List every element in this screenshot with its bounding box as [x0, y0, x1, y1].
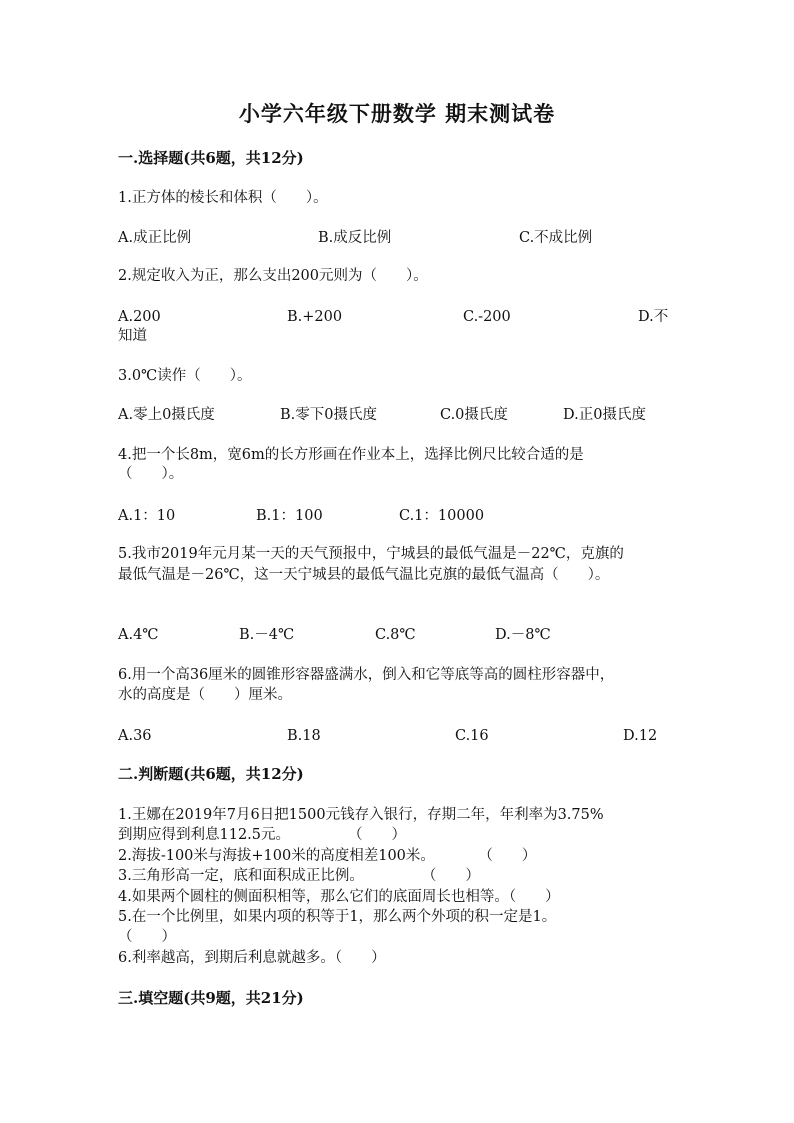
- question-stem-cont: （ ）。: [118, 466, 184, 482]
- option: C.0摄氏度: [440, 407, 508, 423]
- option: A.1：10: [118, 508, 176, 524]
- question-stem: 2.规定收入为正，那么支出200元则为（ ）。: [118, 268, 428, 284]
- option: B.－4℃: [239, 627, 295, 643]
- option: C.1：10000: [399, 508, 485, 524]
- question-stem: 1.正方体的棱长和体积（ ）。: [118, 190, 328, 206]
- judgement-line: 到期应得到利息112.5元。 （ ）: [118, 827, 407, 843]
- question-stem: 3.0℃读作（ ）。: [118, 368, 252, 384]
- option: B.18: [287, 728, 321, 744]
- option: B.成反比例: [318, 230, 392, 246]
- option: B.1：100: [256, 508, 323, 524]
- judgement-line: （ ）: [118, 929, 176, 945]
- option: B.+200: [287, 309, 343, 325]
- option: C.16: [455, 728, 489, 744]
- option: A.36: [118, 728, 152, 744]
- judgement-line: 6.利率越高，到期后利息就越多。（ ）: [118, 950, 386, 966]
- option: A.零上0摄氏度: [118, 407, 215, 423]
- option: C.8℃: [375, 627, 416, 643]
- section-heading-judgement: 二.判断题(共6题，共12分): [118, 765, 304, 783]
- option: A.4℃: [118, 627, 159, 643]
- question-stem-cont: 水的高度是（ ）厘米。: [118, 687, 292, 703]
- option: D.正0摄氏度: [563, 407, 646, 423]
- judgement-line: 2.海拔-100米与海拔+100米的高度相差100米。 （ ）: [118, 848, 537, 864]
- judgement-line: 4.如果两个圆柱的侧面积相等，那么它们的底面周长也相等。（ ）: [118, 889, 560, 905]
- option: C.不成比例: [519, 230, 593, 246]
- question-stem-cont: 最低气温是－26℃，这一天宁城县的最低气温比克旗的最低气温高（ ）。: [118, 567, 610, 583]
- section-heading-fill: 三.填空题(共9题，共21分): [118, 989, 304, 1007]
- option: A.成正比例: [118, 230, 192, 246]
- question-stem: 5.我市2019年元月某一天的天气预报中，宁城县的最低气温是－22℃，克旗的: [118, 546, 624, 562]
- judgement-line: 1.王娜在2019年7月6日把1500元钱存入银行，存期二年，年利率为3.75%: [118, 807, 604, 823]
- option: D.12: [623, 728, 658, 744]
- judgement-line: 3.三角形高一定，底和面积成正比例。 （ ）: [118, 868, 480, 884]
- question-stem: 4.把一个长8m，宽6m的长方形画在作业本上，选择比例尺比较合适的是: [118, 447, 584, 463]
- option: D.－8℃: [495, 627, 551, 643]
- option: D.不: [638, 309, 669, 325]
- option-continued: 知道: [118, 328, 147, 344]
- section-heading-choice: 一.选择题(共6题，共12分): [118, 149, 304, 167]
- option: C.-200: [463, 309, 511, 325]
- question-stem: 6.用一个高36厘米的圆锥形容器盛满水，倒入和它等底等高的圆柱形容器中，: [118, 667, 615, 683]
- option: A.200: [118, 309, 161, 325]
- option: B.零下0摄氏度: [280, 407, 377, 423]
- judgement-line: 5.在一个比例里，如果内项的积等于1，那么两个外项的积一定是1。: [118, 909, 557, 925]
- page-title: 小学六年级下册数学 期末测试卷: [238, 101, 556, 126]
